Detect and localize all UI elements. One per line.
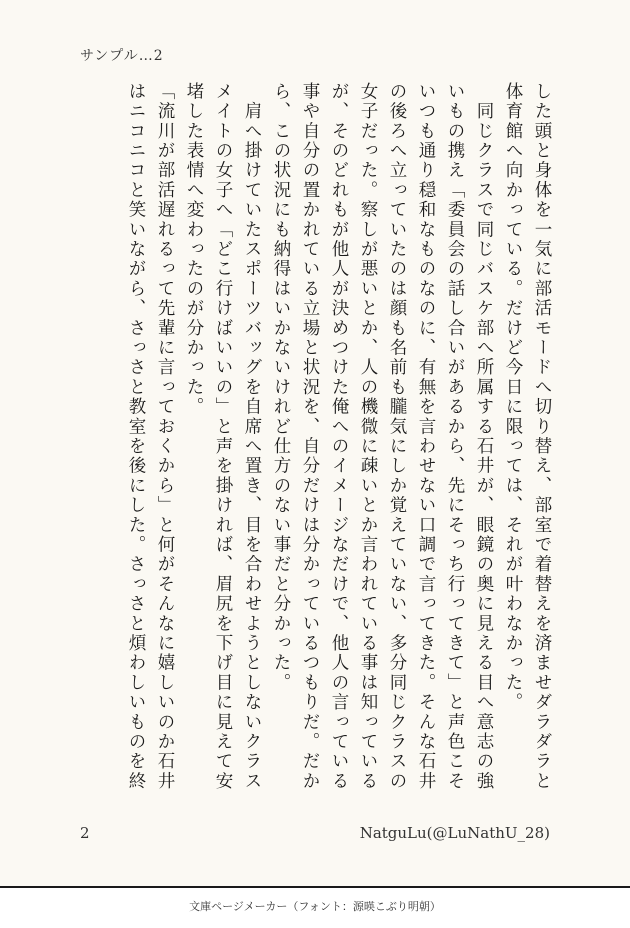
generator-credit: 文庫ページメーカー（フォント：源暎こぶり明朝） (189, 900, 441, 913)
paragraph: 同じクラスで同じバスケ部へ所属する石井が、眼鏡の奥に見える目へ意志の強いもの携え「委員会の話し合いがあるから、先にそっち行ってきて」と声色こそいつも通り穏和なものなのに、有無を言わせない口調で言ってきた。そんな石井の後ろへ立っていたのは顔も名前も朧気にしか覚えていない、多分同じクラスの女子だった。察しが悪いとか、人の機微に疎いとか言われている事は知っているが、そのどれもが他人が決めつけた俺へのイメージなだけで、他人の言っている事や自分の置かれている立場と状況を、自分だけは分かっているつもりだ。だから、この状況にも納得はいかないけれど仕方のない事だと分かった。 (271, 82, 494, 792)
page-header-title: サンプル…2 (80, 48, 164, 64)
paragraph: 肩へ掛けていたスポーツバッグを自席へ置き、目を合わせようとしないクラスメイトの女子へ「どこ行けばいいの」と声を掛ければ、眉尻を下げ目に見えて安堵した表情へ変わったのが分かった。 (184, 82, 262, 792)
paragraph: した頭と身体を一気に部活モードへ切り替え、部室で着替えを済ませダラダラと体育館へ向かっている。だけど今日に限っては、それが叶わなかった。 (503, 82, 552, 792)
vertical-body-text (72, 82, 556, 794)
paragraph: 「流川が部活遅れるって先輩に言っておくから」と何がそんなに嬉しいのか石井はニコニコと笑いながら、さっさと教室を後にした。さっさと煩わしいものを終 (126, 82, 175, 792)
page-number: 2 (80, 824, 90, 842)
author-credit: NatguLu(@LuNathU_28) (359, 824, 550, 842)
